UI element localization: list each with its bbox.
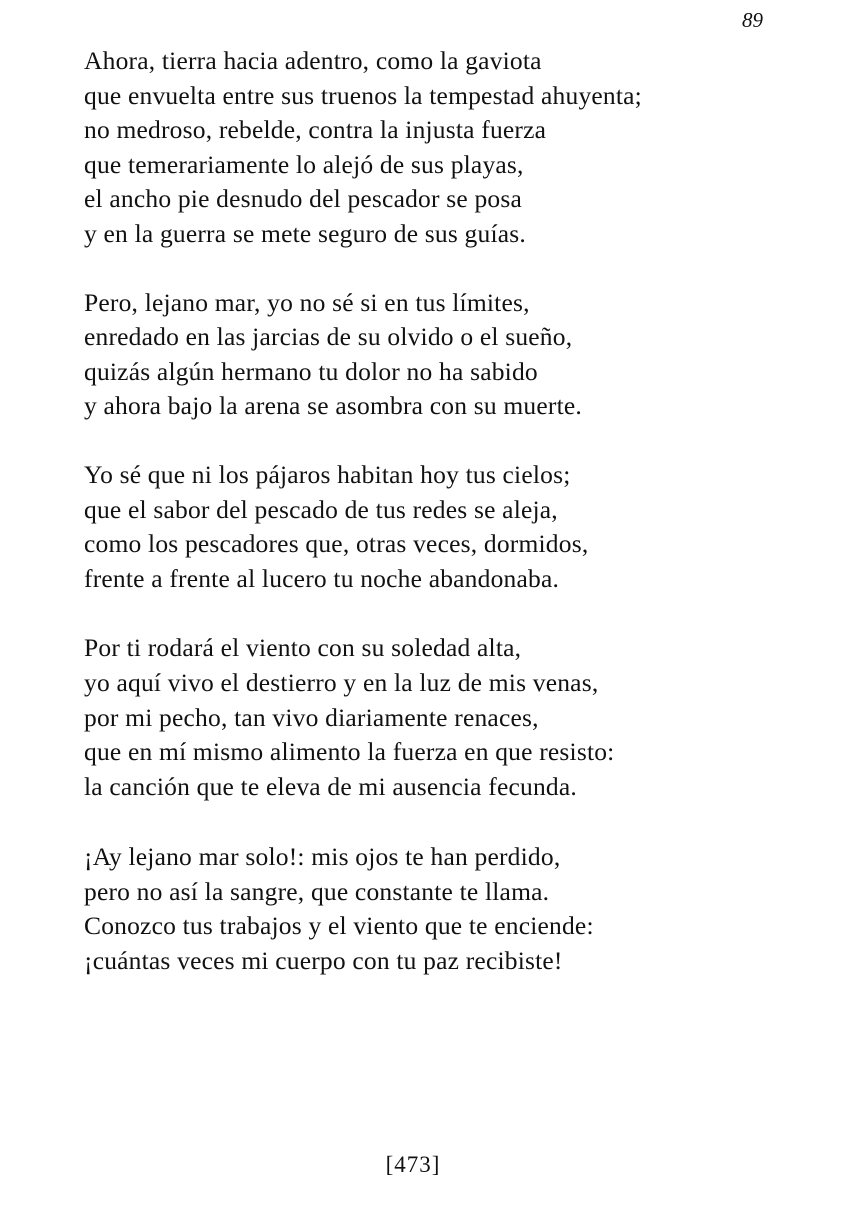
poem-line: que envuelta entre sus truenos la tempestad ahuyenta; xyxy=(84,80,642,110)
poem-line: frente a frente al lucero tu noche abandonaba. xyxy=(84,563,560,593)
poem-line: ¡Ay lejano mar solo!: mis ojos te han perdido, xyxy=(84,842,561,872)
poem-line: Por ti rodará el viento con su soledad alta, xyxy=(84,633,522,663)
page-number-top: 89 xyxy=(742,8,763,32)
poem-line: Pero, lejano mar, yo no sé si en tus límites, xyxy=(84,287,530,317)
stanza-2 xyxy=(84,286,844,424)
stanza-3 xyxy=(84,458,844,596)
poem-line: y ahora bajo la arena se asombra con su muerte. xyxy=(84,391,582,421)
poem-line: Ahora, tierra hacia adentro, como la gaviota xyxy=(84,46,542,75)
poem-line: que el sabor del pescado de tus redes se aleja, xyxy=(84,494,558,524)
poem-line: ¡cuántas veces mi cuerpo con tu paz recibiste! xyxy=(84,946,563,976)
poem-line: no medroso, rebelde, contra la injusta fuerza xyxy=(84,115,547,145)
poem-line: por mi pecho, tan vivo diariamente renaces, xyxy=(84,702,539,732)
poem-line: que en mí mismo alimento la fuerza en que resisto: xyxy=(84,737,615,767)
stanza-1 xyxy=(84,44,844,252)
stanza-5 xyxy=(84,840,844,978)
stanza-4 xyxy=(84,631,844,804)
poem-line: Conozco tus trabajos y el viento que te enciende: xyxy=(84,911,594,941)
poem-line: que temerariamente lo alejó de sus playas, xyxy=(84,149,524,179)
poem-line: y en la guerra se mete seguro de sus guías. xyxy=(84,218,526,248)
poem xyxy=(84,44,844,1013)
poem-line: yo aquí vivo el destierro y en la luz de mis venas, xyxy=(84,667,599,697)
poem-line: pero no así la sangre, que constante te llama. xyxy=(84,876,550,906)
page-number-bottom: [473] xyxy=(385,1152,441,1177)
poem-line: Yo sé que ni los pájaros habitan hoy tus cielos; xyxy=(84,459,571,489)
poem-line: el ancho pie desnudo del pescador se posa xyxy=(84,184,523,214)
poem-line: quizás algún hermano tu dolor no ha sabido xyxy=(84,356,538,386)
poem-line: como los pescadores que, otras veces, dormidos, xyxy=(84,529,589,559)
poem-line: enredado en las jarcias de su olvido o el sueño, xyxy=(84,322,573,352)
poem-line: la canción que te eleva de mi ausencia fecunda. xyxy=(84,771,577,801)
